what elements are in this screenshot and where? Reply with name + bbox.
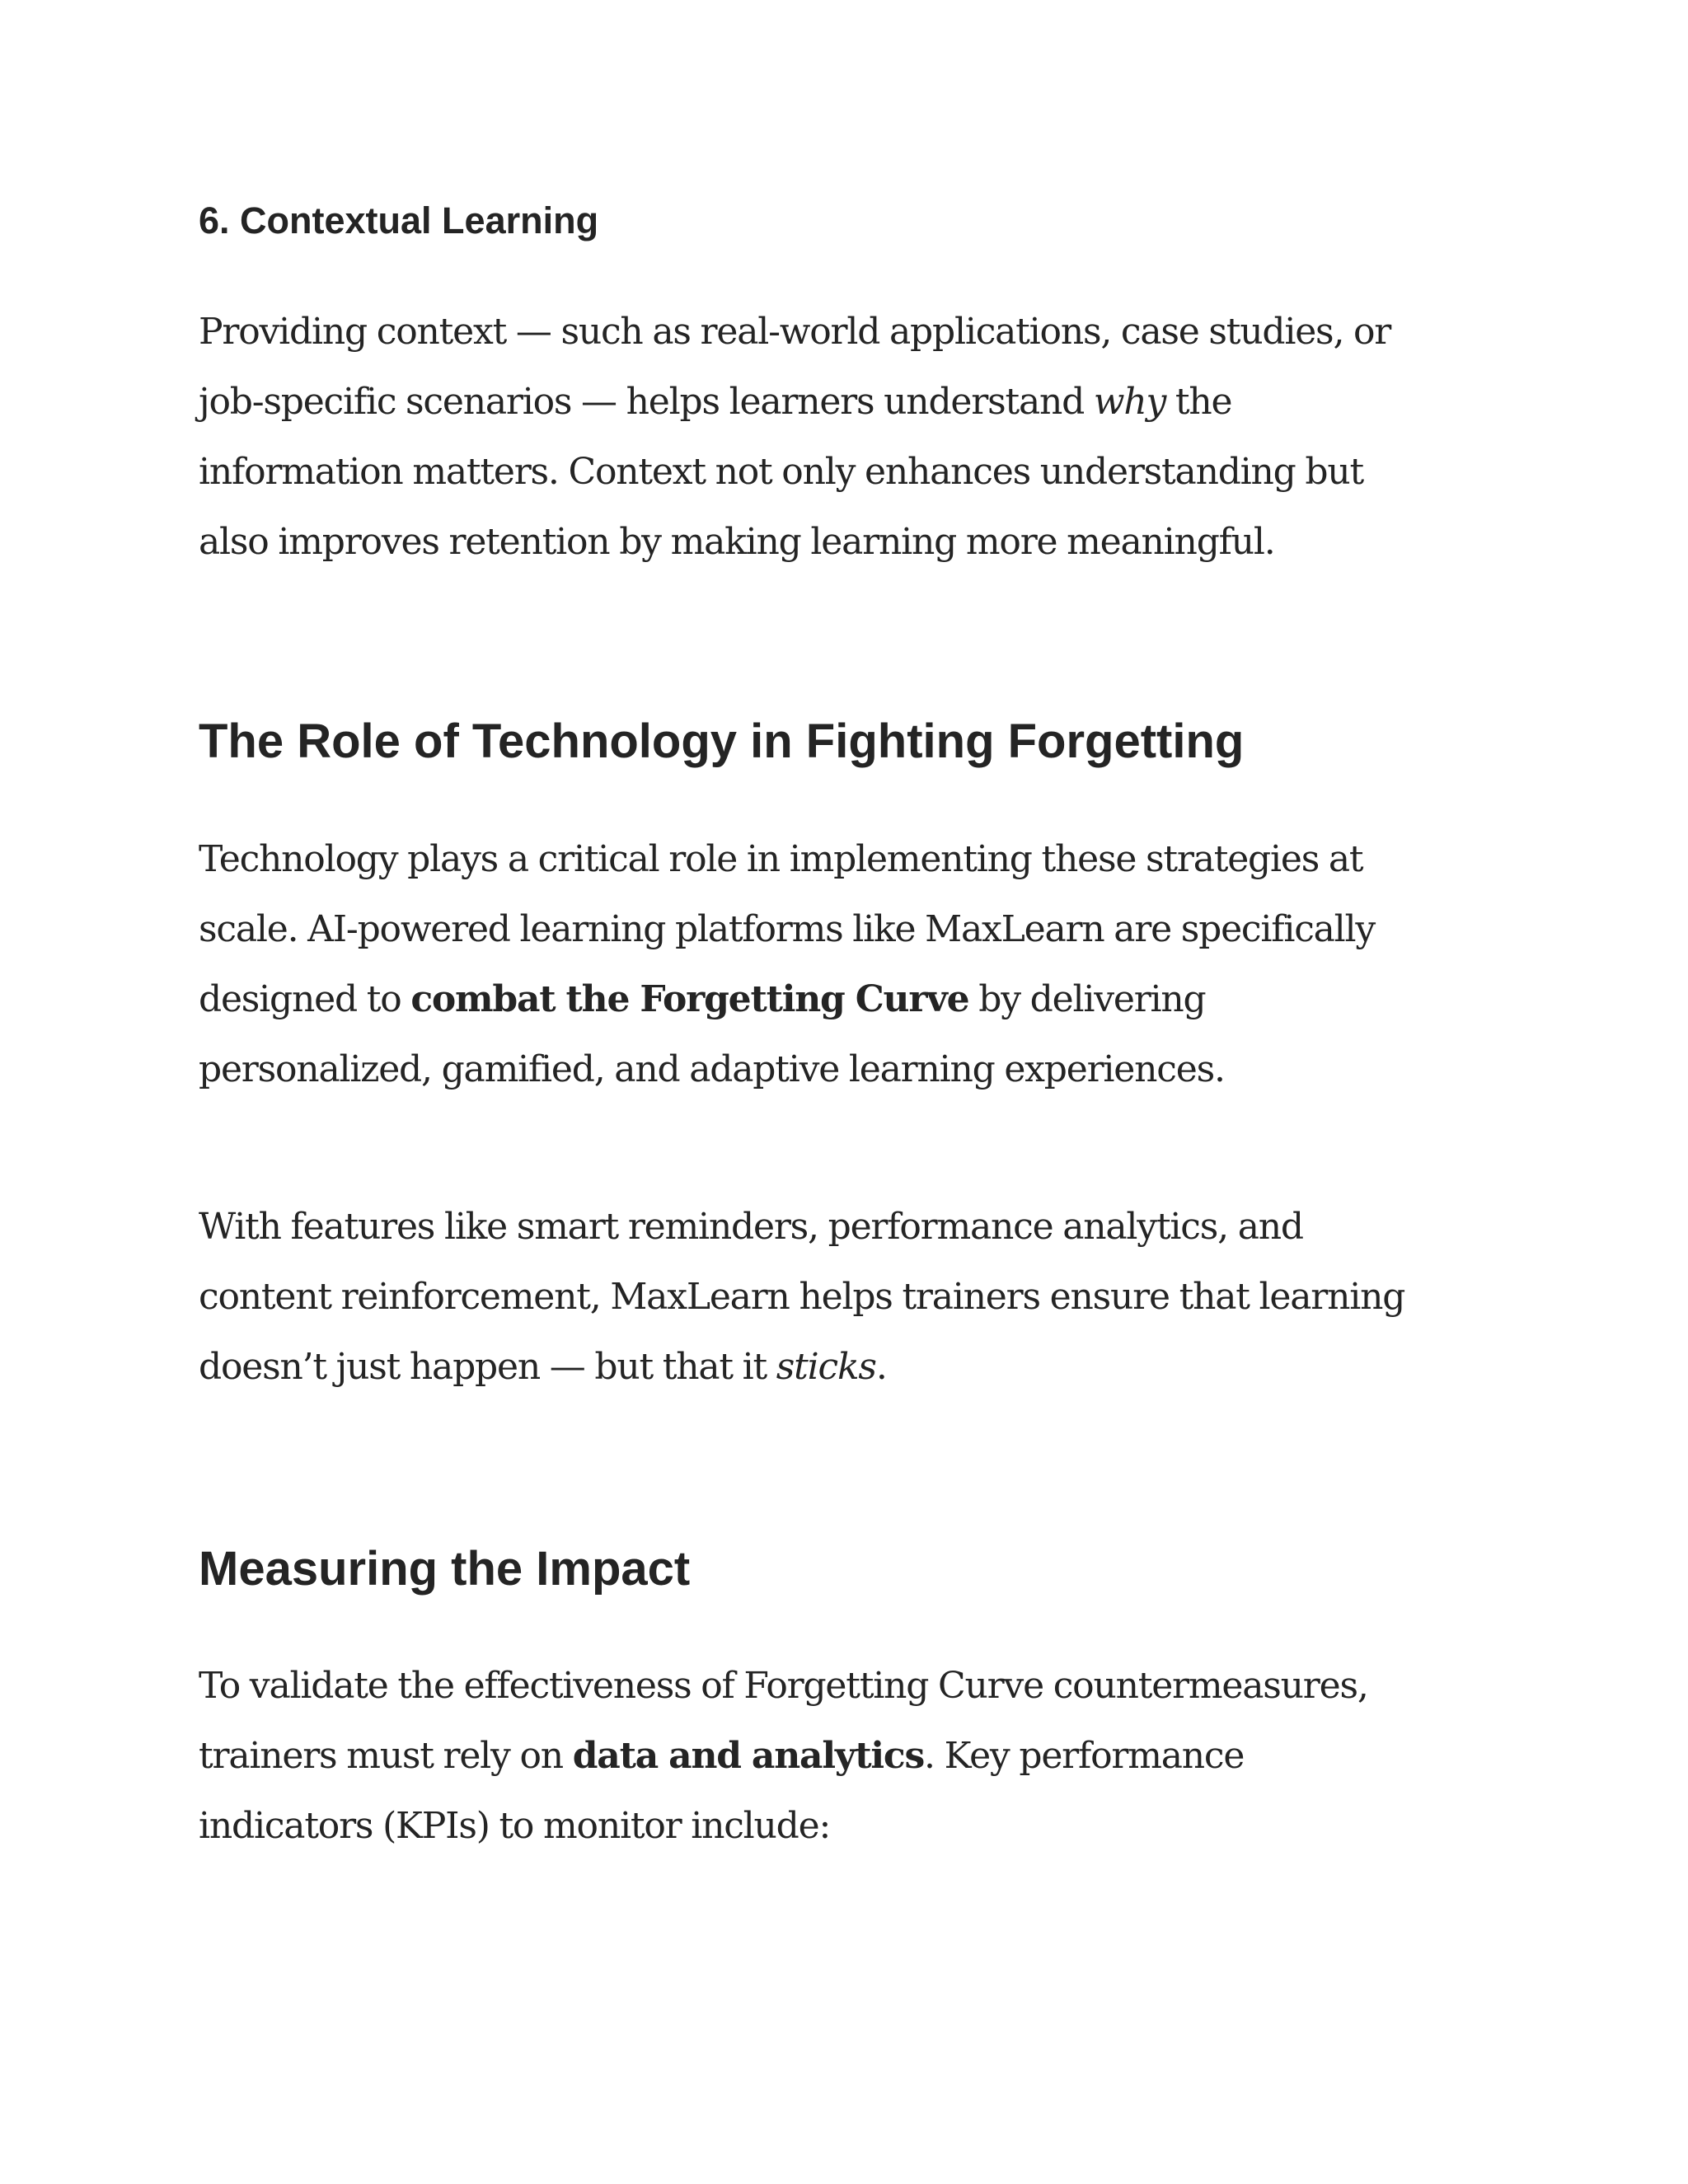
strong-combat-forgetting-curve: combat the Forgetting Curve bbox=[410, 978, 969, 1020]
text-line: Technology plays a critical role in implementing these strategies at bbox=[199, 838, 1363, 880]
text-line: indicators (KPIs) to monitor include: bbox=[199, 1805, 831, 1847]
text-line: doesn’t just happen — but that it sticks. bbox=[199, 1346, 887, 1388]
section-heading-contextual-learning: 6. Contextual Learning bbox=[199, 199, 599, 241]
paragraph-contextual-learning bbox=[199, 297, 1484, 577]
text-line: scale. AI-powered learning platforms like MaxLearn are specifically bbox=[199, 908, 1376, 950]
text-line: content reinforcement, MaxLearn helps trainers ensure that learning bbox=[199, 1276, 1405, 1318]
section-heading-measuring-impact: Measuring the Impact bbox=[199, 1542, 691, 1596]
paragraph-measuring-impact bbox=[199, 1651, 1484, 1861]
paragraph-technology-role bbox=[199, 824, 1484, 1104]
text-line: Providing context — such as real-world applications, case studies, or bbox=[199, 311, 1391, 353]
text-line: To validate the effectiveness of Forgetting Curve countermeasures, bbox=[199, 1665, 1368, 1707]
text-line: information matters. Context not only enhances understanding but bbox=[199, 451, 1364, 493]
text-line: also improves retention by making learning more meaningful. bbox=[199, 521, 1275, 563]
text-line: job-specific scenarios — helps learners understand why the bbox=[199, 381, 1232, 423]
text-line: designed to combat the Forgetting Curve by delivering bbox=[199, 978, 1206, 1020]
paragraph-maxlearn-features bbox=[199, 1192, 1484, 1402]
emphasis-sticks: sticks bbox=[776, 1346, 876, 1388]
text-line: trainers must rely on data and analytics. Key performance bbox=[199, 1735, 1245, 1777]
text-line: With features like smart reminders, performance analytics, and bbox=[199, 1206, 1303, 1248]
emphasis-why: why bbox=[1093, 381, 1166, 423]
section-heading-technology: The Role of Technology in Fighting Forgetting bbox=[199, 715, 1245, 768]
strong-data-analytics: data and analytics bbox=[572, 1735, 925, 1777]
text-line: personalized, gamified, and adaptive learning experiences. bbox=[199, 1048, 1225, 1090]
